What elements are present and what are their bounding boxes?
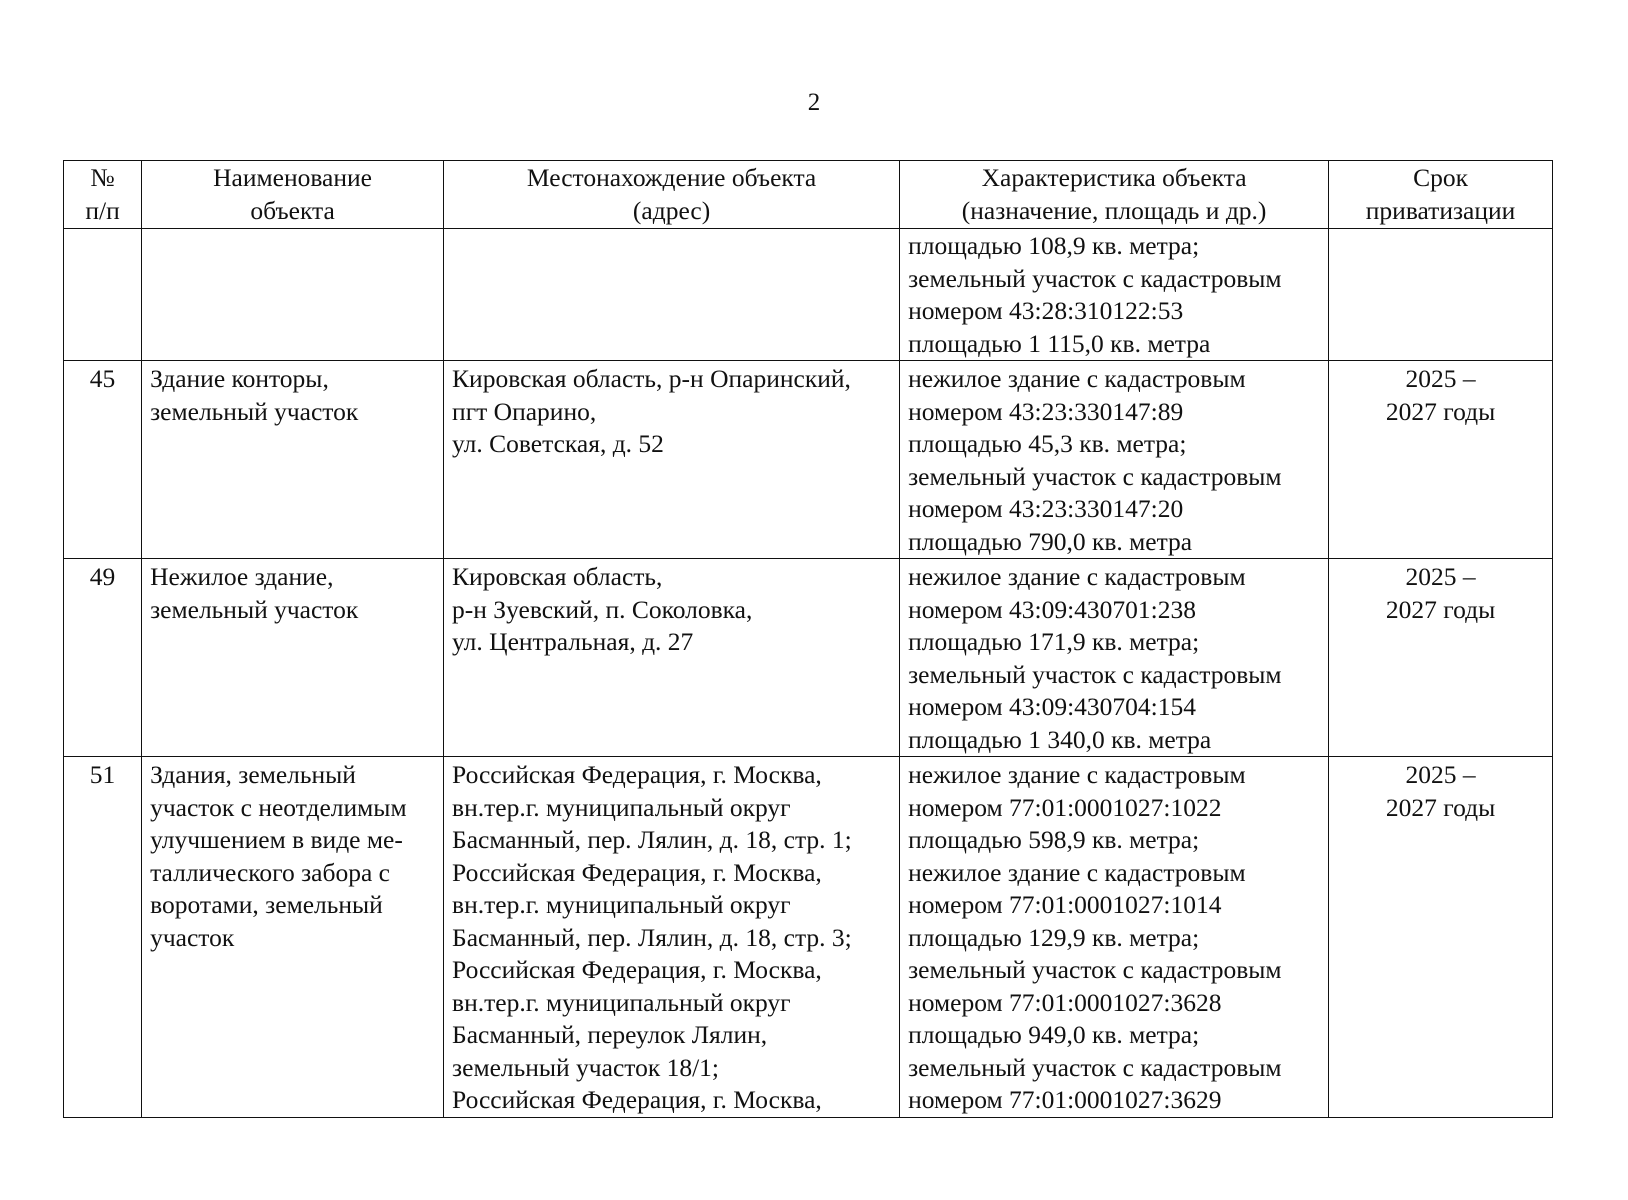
object-name (142, 757, 444, 1118)
row-number: 49 (64, 559, 142, 757)
header-name (142, 161, 444, 229)
row-number: 45 (64, 361, 142, 559)
address-line: ул. Центральная, д. 27 (452, 627, 694, 656)
object-name (142, 229, 444, 361)
header-text: № (90, 163, 115, 192)
address-line: Кировская область, (452, 562, 663, 591)
address-line: Басманный, переулок Лялин, (452, 1020, 768, 1049)
name-line: земельный участок (150, 594, 359, 624)
term-line: 2025 – (1405, 364, 1476, 393)
address-line: вн.тер.г. муниципальный округ (452, 987, 791, 1017)
address-line: вн.тер.г. муниципальный округ (452, 890, 791, 919)
characteristics-line: земельный участок с кадастровым (908, 263, 1282, 293)
name-line: таллического забора с (150, 857, 390, 887)
characteristics-line: номером 43:09:430704:154 (908, 692, 1197, 721)
table-header-row (64, 161, 1553, 229)
object-address (444, 361, 900, 559)
characteristics-line: площадью 1 115,0 кв. метра (908, 328, 1211, 358)
header-text: Наименование (213, 163, 372, 192)
address-line: р-н Зуевский, п. Соколовка, (452, 594, 753, 624)
row-number (64, 229, 142, 361)
header-address (444, 161, 900, 229)
term-line: 2027 годы (1385, 792, 1496, 822)
term-line: 2027 годы (1385, 396, 1496, 426)
address-line: Российская Федерация, г. Москва, (452, 857, 822, 887)
privatization-table (63, 160, 1553, 1118)
characteristics-line: площадью 171,9 кв. метра; (908, 627, 1200, 656)
address-line: Басманный, пер. Лялин, д. 18, стр. 1; (452, 825, 852, 854)
header-text: объекта (250, 195, 335, 225)
header-text: приватизации (1365, 195, 1516, 225)
object-address (444, 229, 900, 361)
name-line: Здания, земельный (150, 760, 356, 789)
characteristics-line: номером 77:01:0001027:1022 (908, 792, 1222, 822)
term-line: 2025 – (1405, 760, 1476, 789)
address-line: Российская Федерация, г. Москва, (452, 1085, 822, 1114)
characteristics-line: площадью 45,3 кв. метра; (908, 429, 1187, 458)
object-characteristics (900, 361, 1329, 559)
characteristics-line: площадью 598,9 кв. метра; (908, 825, 1200, 854)
characteristics-line: номером 43:23:330147:89 (908, 396, 1184, 426)
characteristics-line: земельный участок с кадастровым (908, 659, 1282, 689)
characteristics-line: земельный участок с кадастровым (908, 955, 1282, 984)
header-text: (адрес) (632, 195, 711, 225)
header-text: (назначение, площадь и др.) (961, 195, 1267, 225)
characteristics-line: земельный участок с кадастровым (908, 1052, 1282, 1082)
characteristics-line: земельный участок с кадастровым (908, 461, 1282, 491)
privatization-term (1329, 757, 1553, 1118)
term-line: 2027 годы (1385, 594, 1496, 624)
object-name (142, 361, 444, 559)
header-number (64, 161, 142, 229)
page-number: 2 (807, 89, 821, 116)
object-address (444, 559, 900, 757)
header-text: Срок (1413, 163, 1468, 192)
name-line: Нежилое здание, (150, 562, 334, 591)
characteristics-line: нежилое здание с кадастровым (908, 857, 1246, 887)
object-characteristics (900, 559, 1329, 757)
characteristics-line: площадью 790,0 кв. метра (908, 526, 1193, 556)
address-line: земельный участок 18/1; (452, 1052, 719, 1082)
address-line: Российская Федерация, г. Москва, (452, 760, 822, 789)
characteristics-line: номером 43:28:310122:53 (908, 296, 1184, 325)
name-line: земельный участок (150, 396, 359, 426)
term-line: 2025 – (1405, 562, 1476, 591)
object-address (444, 757, 900, 1118)
object-characteristics (900, 229, 1329, 361)
address-line: пгт Опарино, (452, 396, 597, 426)
header-characteristics (900, 161, 1329, 229)
address-line: Российская Федерация, г. Москва, (452, 955, 822, 984)
header-text: Характеристика объекта (981, 163, 1247, 192)
address-line: вн.тер.г. муниципальный округ (452, 792, 791, 822)
characteristics-line: номером 43:23:330147:20 (908, 494, 1184, 523)
row-number: 51 (64, 757, 142, 1118)
header-term (1329, 161, 1553, 229)
name-line: улучшением в виде ме- (150, 825, 403, 854)
object-characteristics (900, 757, 1329, 1118)
address-line: ул. Советская, д. 52 (452, 429, 664, 458)
name-line: Здание конторы, (150, 364, 329, 393)
characteristics-line: номером 77:01:0001027:3628 (908, 987, 1222, 1017)
address-line: Кировская область, р-н Опаринский, (452, 364, 851, 393)
header-text: п/п (85, 195, 120, 225)
name-line: воротами, земельный (150, 890, 383, 919)
address-line: Басманный, пер. Лялин, д. 18, стр. 3; (452, 922, 852, 952)
table-row (64, 559, 1553, 757)
characteristics-line: номером 43:09:430701:238 (908, 594, 1197, 624)
table-row (64, 757, 1553, 1118)
characteristics-line: номером 77:01:0001027:1014 (908, 890, 1222, 919)
characteristics-line: площадью 1 340,0 кв. метра (908, 724, 1212, 754)
name-line: участок (150, 922, 235, 952)
privatization-term (1329, 229, 1553, 361)
object-name (142, 559, 444, 757)
characteristics-line: нежилое здание с кадастровым (908, 760, 1246, 789)
table-row (64, 361, 1553, 559)
header-text: Местонахождение объекта (526, 163, 817, 192)
characteristics-line: площадью 108,9 кв. метра; (908, 231, 1200, 260)
table-row (64, 229, 1553, 361)
characteristics-line: площадью 949,0 кв. метра; (908, 1020, 1200, 1049)
characteristics-line: номером 77:01:0001027:3629 (908, 1085, 1222, 1114)
characteristics-line: нежилое здание с кадастровым (908, 562, 1246, 591)
characteristics-line: нежилое здание с кадастровым (908, 364, 1246, 393)
privatization-term (1329, 361, 1553, 559)
characteristics-line: площадью 129,9 кв. метра; (908, 922, 1200, 952)
privatization-term (1329, 559, 1553, 757)
name-line: участок с неотделимым (150, 792, 407, 822)
